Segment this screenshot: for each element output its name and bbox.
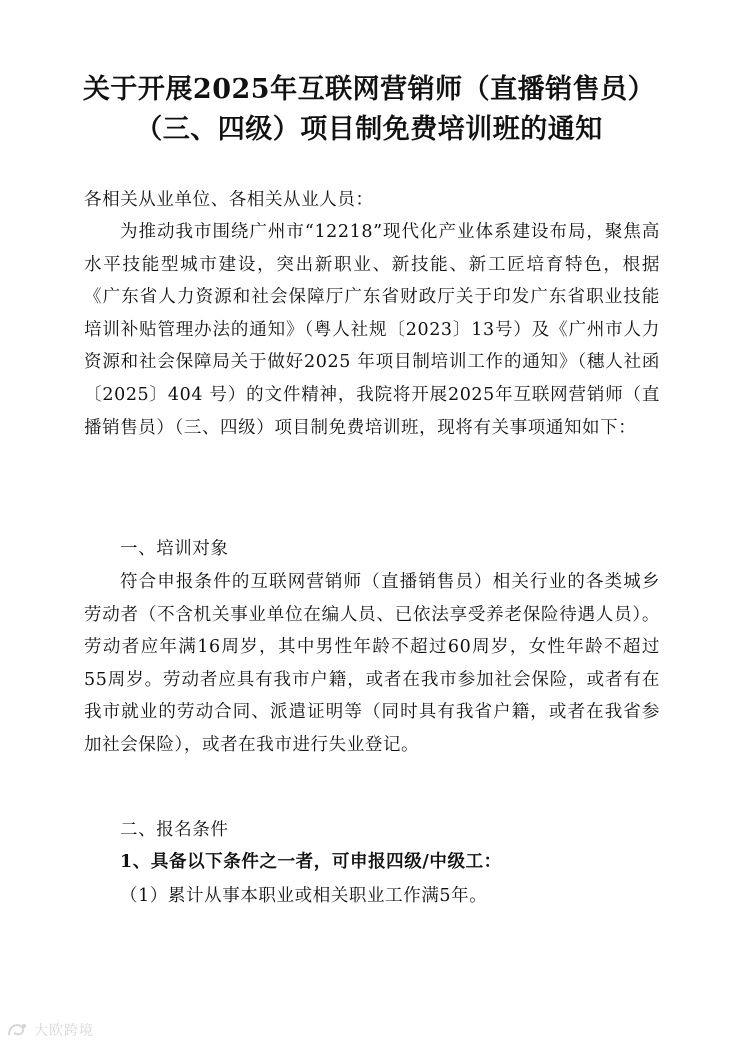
section-2-heading: 二、报名条件 <box>120 820 229 840</box>
watermark-text: 大欧跨境 <box>34 1023 94 1039</box>
watermark-logo-icon <box>6 1021 30 1039</box>
watermark <box>6 1020 94 1040</box>
intro-paragraph: 为推动我市围绕广州市“12218”现代化产业体系建设布局，聚焦高水平技能型城市建设，突出新职业、新技能、新工匠培育特色，根据《广东省人力资源和社会保障厅广东省财政厅关于印发广东省职业技能培训补贴管理办法的通知》（粤人社规〔2023〕13号）及《广州市人力资源和社会保障局关于做好2025 年项目制培训工作的通知》（穗人社函〔2025〕404 号）的文件精神，我院将开展2025年互联网营销师（直播销售员）（三、四级）项目制免费培训班，现将有关事项通知如下： <box>84 222 660 438</box>
section-2-item-1: （1）累计从事本职业或相关职业工作满5年。 <box>120 886 488 906</box>
document-title-line-2: （三、四级）项目制免费培训班的通知 <box>135 114 603 145</box>
document-title-line-1: 关于开展2025年互联网营销师（直播销售员） <box>82 74 656 105</box>
section-2-sub-heading: 1、具备以下条件之一者，可申报四级/中级工： <box>120 852 502 872</box>
section-1-paragraph: 符合申报条件的互联网营销师（直播销售员）相关行业的各类城乡劳动者（不含机关事业单位在编人员、已依法享受养老保险待遇人员）。劳动者应年满16周岁，其中男性年龄不超过60周岁，女性年龄不超过55周岁。劳动者应具有我市户籍，或者在我市参加社会保险，或者有在我市就业的劳动合同、派遣证明等（同时具有我省户籍，或者在我省参加社会保险），或者在我市进行失业登记。 <box>84 572 660 755</box>
section-1-heading: 一、培训对象 <box>120 539 229 559</box>
salutation: 各相关从业单位、各相关从业人员： <box>84 190 374 210</box>
